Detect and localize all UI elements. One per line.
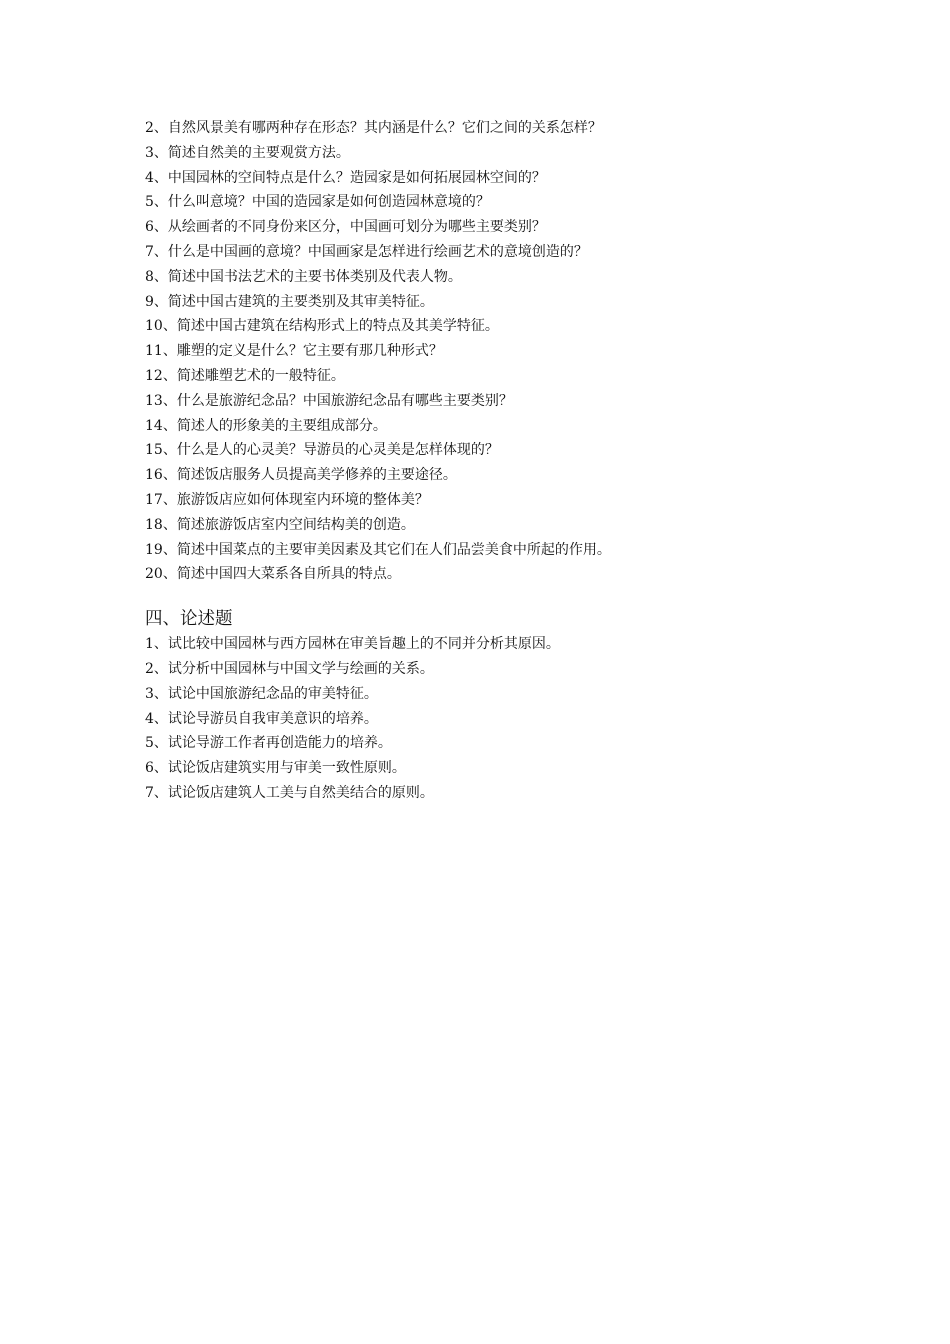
essay-question-item: 7、试论饭店建筑人工美与自然美结合的原则。 <box>145 784 434 801</box>
short-answer-list <box>145 116 845 587</box>
question-item: 10、简述中国古建筑在结构形式上的特点及其美学特征。 <box>145 318 499 335</box>
essay-question-item: 6、试论饭店建筑实用与审美一致性原则。 <box>145 760 406 777</box>
essay-question-item: 3、试论中国旅游纪念品的审美特征。 <box>145 685 378 702</box>
question-item: 2、自然风景美有哪两种存在形态？其内涵是什么？它们之间的关系怎样？ <box>145 120 602 136</box>
document-page <box>145 116 845 806</box>
question-item: 9、简述中国古建筑的主要类别及其审美特征。 <box>145 293 434 310</box>
essay-question-item: 4、试论导游员自我审美意识的培养。 <box>145 710 378 727</box>
question-item: 15、什么是人的心灵美？导游员的心灵美是怎样体现的？ <box>145 442 499 459</box>
question-item: 5、什么叫意境？中国的造园家是如何创造园林意境的？ <box>145 194 490 211</box>
question-item: 14、简述人的形象美的主要组成部分。 <box>145 417 387 434</box>
essay-question-item: 1、试比较中国园林与西方园林在审美旨趣上的不同并分析其原因。 <box>145 636 560 653</box>
question-item: 17、旅游饭店应如何体现室内环境的整体美？ <box>145 491 429 508</box>
essay-question-item: 2、试分析中国园林与中国文学与绘画的关系。 <box>145 660 434 677</box>
question-item: 11、雕塑的定义是什么？它主要有那几种形式？ <box>145 343 443 360</box>
question-item: 16、简述饭店服务人员提高美学修养的主要途径。 <box>145 467 457 484</box>
essay-question-list <box>145 632 845 806</box>
question-item: 8、简述中国书法艺术的主要书体类别及代表人物。 <box>145 268 462 285</box>
question-item: 7、什么是中国画的意境？中国画家是怎样进行绘画艺术的意境创造的？ <box>145 243 588 260</box>
question-item: 19、简述中国菜点的主要审美因素及其它们在人们品尝美食中所起的作用。 <box>145 541 611 558</box>
question-item: 6、从绘画者的不同身份来区分，中国画可划分为哪些主要类别？ <box>145 219 546 236</box>
question-item: 12、简述雕塑艺术的一般特征。 <box>145 367 345 384</box>
question-item: 3、简述自然美的主要观赏方法。 <box>145 144 350 161</box>
section-heading-essay: 四、论述题 <box>145 609 233 630</box>
question-item: 4、中国园林的空间特点是什么？造园家是如何拓展园林空间的？ <box>145 169 546 186</box>
question-item: 20、简述中国四大菜系各自所具的特点。 <box>145 566 401 583</box>
question-item: 13、什么是旅游纪念品？中国旅游纪念品有哪些主要类别？ <box>145 392 513 409</box>
essay-question-item: 5、试论导游工作者再创造能力的培养。 <box>145 735 392 752</box>
question-item: 18、简述旅游饭店室内空间结构美的创造。 <box>145 516 415 533</box>
